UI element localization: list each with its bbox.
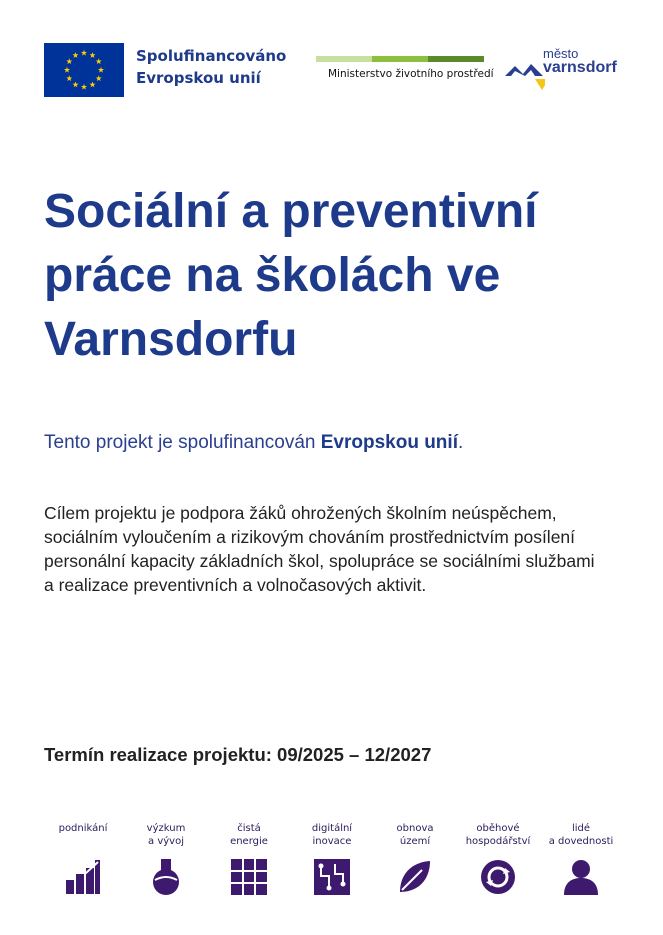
theme-vyzkum bbox=[121, 822, 211, 896]
eu-star bbox=[72, 82, 78, 88]
eu-star bbox=[72, 52, 78, 58]
theme-energie bbox=[204, 822, 294, 896]
theme-icons-row bbox=[38, 822, 628, 902]
eu-star bbox=[66, 75, 72, 81]
solar-panel-icon bbox=[230, 858, 268, 896]
circuit-icon bbox=[313, 858, 351, 896]
ministry-logo bbox=[316, 56, 494, 96]
theme-obnova bbox=[370, 822, 460, 896]
theme-label: obnova území bbox=[396, 823, 434, 847]
eu-star bbox=[96, 58, 102, 64]
eu-cofinanced-text bbox=[136, 45, 286, 89]
ministry-name: Ministerstvo životního prostředí bbox=[328, 68, 494, 80]
theme-digitalni bbox=[287, 822, 377, 896]
eu-flag-logo bbox=[44, 43, 124, 97]
project-description: Cílem projektu je podpora žáků ohrožených školním neúspěchem, sociálním vyloučením a rizikovým chováním prostřednictvím posílení personální kapacity základních škol, spolupráce se sociálními službami a realizace preventivních a volnočasových aktivit. bbox=[44, 503, 595, 595]
flask-icon bbox=[147, 858, 185, 896]
intro-eu-name: Evropskou unií bbox=[320, 432, 458, 453]
eu-star bbox=[89, 52, 95, 58]
project-term: Termín realizace projektu: 09/2025 – 12/2027 bbox=[44, 744, 432, 765]
eu-star bbox=[66, 58, 72, 64]
page-title: Sociální a preventivní práce na školách ve Varnsdorfu bbox=[44, 185, 538, 366]
bar-chart-icon bbox=[64, 858, 102, 896]
eu-star bbox=[81, 50, 87, 56]
theme-label: oběhové hospodářství bbox=[465, 823, 531, 847]
town-name: varnsdorf bbox=[543, 59, 617, 76]
eu-text-line-2: Evropskou unií bbox=[136, 69, 261, 87]
theme-podnikani bbox=[38, 822, 128, 896]
ministry-bar-dark bbox=[428, 56, 484, 62]
intro-end: . bbox=[457, 432, 464, 453]
theme-label: podnikání bbox=[58, 823, 108, 834]
mountain-icon bbox=[505, 58, 545, 92]
eu-star bbox=[81, 84, 87, 90]
theme-label: výzkum a vývoj bbox=[146, 823, 186, 847]
ministry-logo-bars bbox=[316, 56, 484, 62]
varnsdorf-logo bbox=[505, 46, 625, 94]
theme-label: digitální inovace bbox=[311, 823, 353, 847]
theme-obehove bbox=[453, 822, 543, 896]
eu-text-line-1: Spolufinancováno bbox=[136, 47, 287, 65]
recycle-icon bbox=[479, 858, 517, 896]
cofinancing-statement bbox=[44, 430, 644, 456]
theme-lide bbox=[536, 822, 626, 896]
leaf-icon bbox=[396, 858, 434, 896]
ministry-bar-light bbox=[316, 56, 372, 62]
town-prefix: město bbox=[543, 46, 579, 61]
eu-stars-icon bbox=[44, 43, 124, 97]
eu-star bbox=[98, 67, 104, 73]
theme-label: čistá energie bbox=[230, 823, 268, 847]
eu-star bbox=[64, 67, 70, 73]
theme-label: lidé a dovednosti bbox=[548, 823, 614, 847]
ministry-bar-mid bbox=[372, 56, 428, 62]
person-icon bbox=[562, 858, 600, 896]
eu-star bbox=[96, 75, 102, 81]
eu-star bbox=[89, 82, 95, 88]
intro-text: Tento projekt je spolufinancován bbox=[44, 432, 321, 453]
